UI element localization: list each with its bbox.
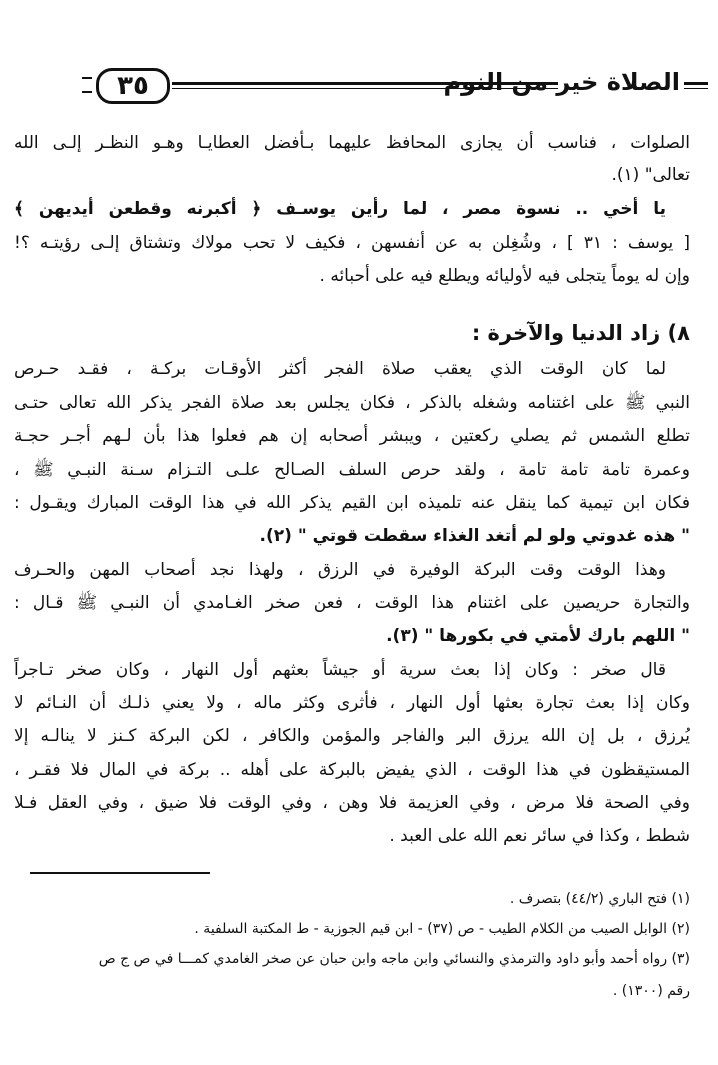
footnote: (٢) الوابل الصيب من الكلام الطيب - ص (٣٧) - ابن قيم الجوزية - ط المكتبة السلفية . [194, 921, 690, 937]
text-line: المستيقظون في هذا الوقت ، الذي يفيض بالبركة على أهله .. بركة في المال فلا فقـر ، [14, 760, 690, 780]
footnote: (٣) رواه أحمد وأبو داود والترمذي والنسائي وابن ماجه وابن حبان عن صخر الغامدي كمـــا في ص ج ص [98, 951, 690, 967]
text-line: لما كان الوقت الذي يعقب صلاة الفجر أكثر الأوقـات بركـة ، فقـد حـرص [14, 359, 666, 379]
text-line: الصلوات ، فناسب أن يجازى المحافظ عليهما بـأفضل العطايـا وهـو النظـر إلـى الله [14, 133, 690, 153]
text-line: النبي ﷺ على اغتنامه وشغله بالذكر ، فكان يجلس بعد صلاة الفجر يذكر الله تعالى حتـى [14, 393, 690, 413]
text-line: تطلع الشمس ثم يصلي ركعتين ، ويبشر أصحابه إن هم فعلوا هذا بأن لـهم أجـر حجـة [14, 426, 690, 446]
text-line: قال صخر : وكان إذا بعث سرية أو جيشاً بعثهم أول النهار ، وكان صخر تـاجراً [14, 660, 666, 680]
header-rule-end-thin [684, 88, 708, 89]
text-line: وهذا الوقت وقت البركة الوفيرة في الرزق ، ولهذا نجد أصحاب المهن والحـرف [14, 560, 666, 580]
text-line: يُرزق ، بل إن الله يرزق البر والفاجر والمؤمن والكافر ، لكن البركة كـنز لا ينالـه إلا [14, 726, 690, 746]
text-line: وعمرة تامة تامة تامة ، ولقد حرص السلف الصـالح علـى التـزام سـنة النبـي ﷺ ، [14, 460, 690, 480]
text-line: تعالى" (١). [611, 165, 690, 185]
text-line: وفي الصحة فلا مرض ، وفي العزيمة فلا وهن ، وفي الوقت فلا ضيق ، وفي العقل فـلا [14, 793, 690, 813]
section-heading: ٨) زاد الدنيا والآخرة : [471, 321, 690, 345]
hadith-line: " اللهم بارك لأمتي في بكورها " (٣). [386, 626, 690, 646]
footnote-separator [30, 872, 210, 874]
text-line: يا أخي .. نسوة مصر ، لما رأين يوسـف ﴿ أكبرنه وقطعن أيديهن ﴾ [14, 199, 666, 219]
running-title: الصلاة خير من النوم [443, 68, 680, 96]
footnote: رقم (١٣٠٠) . [612, 983, 690, 999]
footnote: (١) فتح الباري (٤٤/٢) بتصرف . [509, 891, 690, 907]
text-line: [ يوسف : ٣١ ] ، وشُغِلن به عن أنفسهن ، فكيف لا تحب مولاك وتشتاق إلـى رؤيتـه ؟! [14, 233, 690, 253]
text-line: وكان إذا بعث تجارة بعثها أول النهار ، فأثرى وكثر ماله ، ولا يعني ذلـك أن النـائم لا [14, 693, 690, 713]
header-rule-end [684, 82, 708, 85]
quote-line: " هذه غدوتي ولو لم أتغد الغذاء سقطت قوتي " (٢). [259, 526, 690, 546]
text-line: والتجارة حريصين على اغتنام هذا الوقت ، فعن صخر الغـامدي أن النبـي ﷺ قـال : [14, 593, 690, 613]
header-ornament [82, 77, 92, 93]
text-line: فكان ابن تيمية كما ينقل عنه تلميذه ابن القيم يذكر الله في هذا الوقت المبارك ويقـول : [14, 493, 690, 513]
page-header [88, 68, 708, 108]
text-line: وإن له يوماً يتجلى فيه لأوليائه ويطلع فيه على أحبائه . [319, 266, 690, 286]
page-number: ٣٥ [96, 68, 170, 104]
text-line: شطط ، وكذا في سائر نعم الله على العبد . [389, 826, 690, 846]
